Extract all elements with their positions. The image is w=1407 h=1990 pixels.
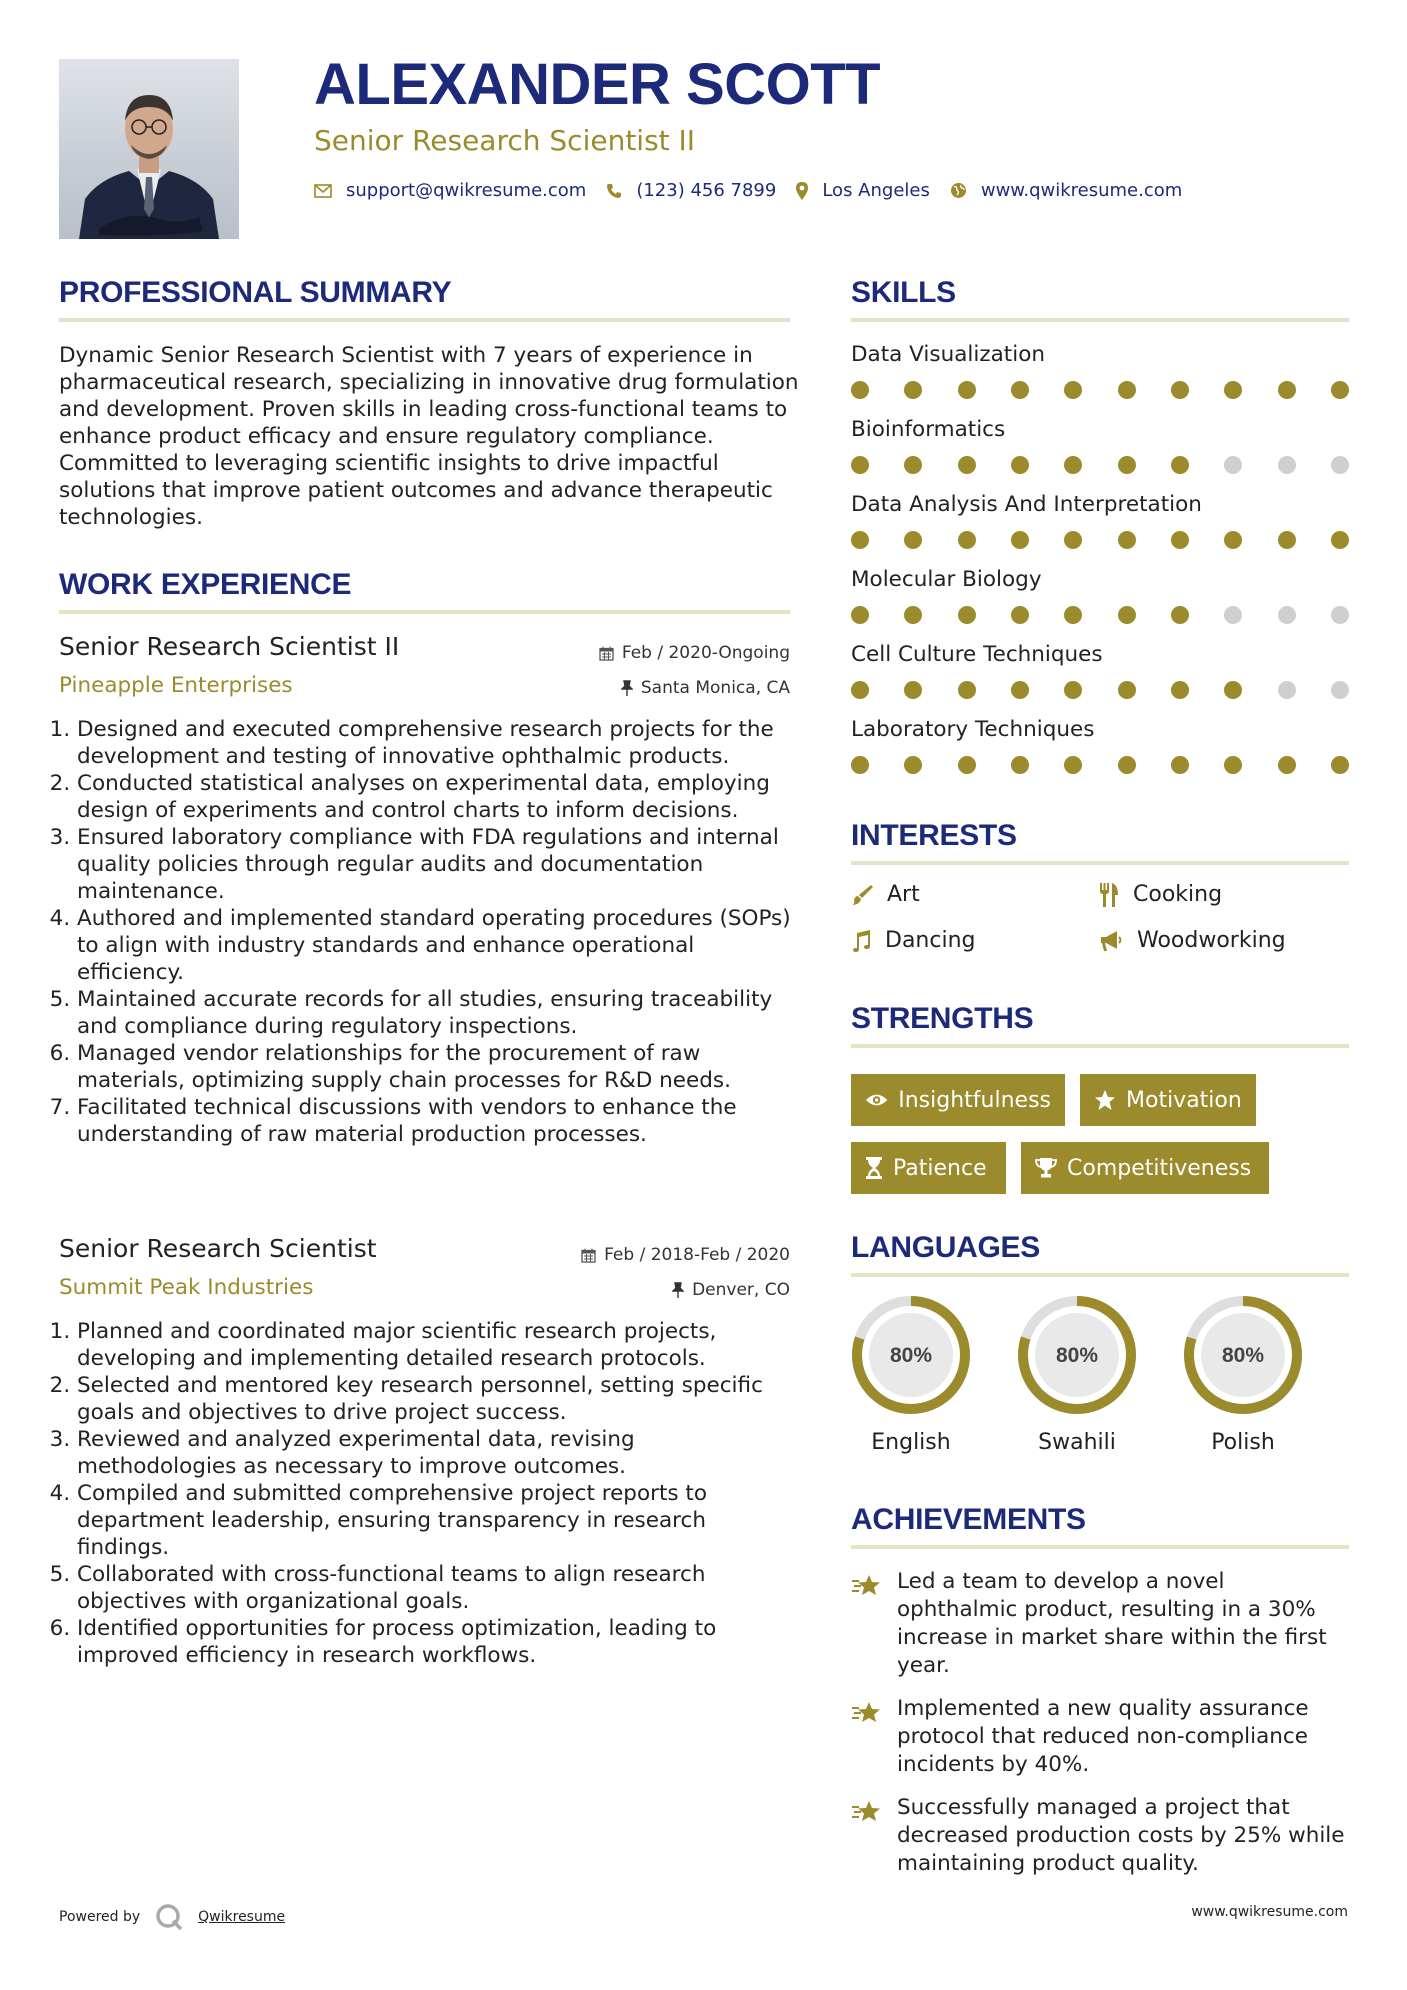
contact-email[interactable]: [314, 180, 586, 201]
skill-dot-filled: [1118, 606, 1136, 624]
job-location: [672, 1280, 790, 1300]
skill-dot-filled: [1064, 681, 1082, 699]
skill-dot-filled: [1118, 531, 1136, 549]
skill-dot-filled: [1118, 381, 1136, 399]
skills-divider: [851, 318, 1349, 322]
language-percent: 80%: [1221, 1344, 1265, 1367]
skill-dot-filled: [1171, 756, 1189, 774]
job-company: Pineapple Enterprises: [59, 673, 293, 698]
skill-dot-filled: [1064, 531, 1082, 549]
pushpin-icon: [621, 680, 633, 696]
map-pin-icon: [796, 182, 808, 200]
skill-dot-empty: [1224, 606, 1242, 624]
language-ring: [1181, 1293, 1305, 1417]
skill-dot-filled: [958, 531, 976, 549]
contact-phone[interactable]: [606, 180, 776, 201]
skill-name: Cell Culture Techniques: [851, 642, 1103, 667]
strengths-heading: STRENGTHS: [851, 1002, 1034, 1035]
skill-dot-filled: [1224, 531, 1242, 549]
language-percent: 80%: [1055, 1344, 1099, 1367]
skill-dot-empty: [1278, 606, 1296, 624]
skill-dot-filled: [1011, 531, 1029, 549]
skill-dot-filled: [1171, 606, 1189, 624]
language-name: Swahili: [1038, 1430, 1116, 1455]
interest-woodworking: [1099, 928, 1286, 953]
strength-label: Motivation: [1126, 1087, 1242, 1113]
skill-dot-filled: [1224, 381, 1242, 399]
qwikresume-logo-icon: [154, 1902, 184, 1932]
skill-dot-filled: [851, 456, 869, 474]
contact-website[interactable]: [950, 180, 1182, 201]
skill-dot-filled: [1171, 456, 1189, 474]
strength-badge: [851, 1074, 1065, 1126]
interest-cooking: [1099, 882, 1222, 907]
phone-icon: [606, 183, 622, 199]
strength-label: Competitiveness: [1067, 1155, 1252, 1181]
achievements-divider: [851, 1545, 1349, 1549]
skill-dot-filled: [1224, 681, 1242, 699]
skill-dot-filled: [1064, 606, 1082, 624]
skill-dot-filled: [958, 606, 976, 624]
candidate-name: ALEXANDER SCOTT: [314, 52, 881, 117]
language-ring: [1015, 1293, 1139, 1417]
skill-dot-filled: [904, 681, 922, 699]
achievement-item: [851, 1695, 1351, 1779]
interest-label: Woodworking: [1137, 928, 1286, 953]
duty-item: 3. Ensured laboratory compliance with FDA regulations and internal quality policies through regular audits and documentation maintenance.: [77, 824, 799, 905]
skill-dot-filled: [958, 456, 976, 474]
duty-item: 2. Conducted statistical analyses on experimental data, employing design of experiments and control charts to inform decisions.: [77, 770, 799, 824]
strength-badge: [1080, 1074, 1256, 1126]
skill-dot-filled: [1064, 381, 1082, 399]
globe-icon: [950, 182, 967, 199]
skill-dot-filled: [904, 756, 922, 774]
strengths-divider: [851, 1044, 1349, 1048]
skill-name: Data Visualization: [851, 342, 1045, 367]
job-location: [621, 678, 790, 698]
language-name: Polish: [1211, 1430, 1275, 1455]
skill-dot-filled: [904, 456, 922, 474]
skill-rating: [851, 456, 1349, 476]
strength-label: Patience: [893, 1155, 987, 1181]
contact-bar: [314, 180, 1202, 201]
qwikresume-link[interactable]: Qwikresume: [198, 1909, 286, 1925]
calendar-icon: [599, 646, 614, 661]
skill-dot-empty: [1331, 681, 1349, 699]
skill-dot-filled: [958, 681, 976, 699]
strength-label: Insightfulness: [898, 1087, 1051, 1113]
skill-rating: [851, 681, 1349, 701]
skill-dot-filled: [1171, 381, 1189, 399]
interests-divider: [851, 861, 1349, 865]
shooting-star-icon: [851, 1572, 883, 1600]
summary-heading: PROFESSIONAL SUMMARY: [59, 276, 452, 309]
shooting-star-icon: [851, 1699, 883, 1727]
skill-dot-filled: [1011, 606, 1029, 624]
strength-badge: [1021, 1142, 1269, 1194]
phone-text: (123) 456 7899: [636, 180, 777, 201]
skill-dot-empty: [1224, 456, 1242, 474]
job-location-text: Denver, CO: [692, 1280, 790, 1300]
skill-dot-empty: [1278, 681, 1296, 699]
location-text: Los Angeles: [822, 180, 930, 201]
footer-powered-by: [59, 1902, 285, 1932]
skill-dot-filled: [1278, 531, 1296, 549]
duty-item: 5. Collaborated with cross-functional teams to align research objectives with organizational goals.: [77, 1561, 799, 1615]
skill-name: Bioinformatics: [851, 417, 1006, 442]
languages-heading: LANGUAGES: [851, 1231, 1040, 1264]
achievement-text: Successfully managed a project that decreased production costs by 25% while maintaining product quality.: [897, 1795, 1345, 1876]
interest-art: [851, 882, 920, 907]
job-dates-text: Feb / 2018-Feb / 2020: [604, 1245, 790, 1265]
person-portrait-icon: [59, 59, 239, 239]
strength-badge: [851, 1142, 1006, 1194]
envelope-icon: [314, 184, 332, 198]
job-company: Summit Peak Industries: [59, 1275, 314, 1300]
footer-website[interactable]: www.qwikresume.com: [1191, 1904, 1348, 1920]
skill-dot-filled: [851, 531, 869, 549]
job-title: Senior Research Scientist II: [59, 632, 400, 661]
interest-label: Dancing: [885, 928, 976, 953]
skill-dot-filled: [1278, 756, 1296, 774]
skill-dot-filled: [1064, 456, 1082, 474]
skill-name: Laboratory Techniques: [851, 717, 1095, 742]
powered-by-label: Powered by: [59, 1909, 141, 1925]
skill-dot-filled: [1171, 681, 1189, 699]
skill-dot-filled: [1331, 381, 1349, 399]
duty-item: 5. Maintained accurate records for all studies, ensuring traceability and compliance during regulatory inspections.: [77, 986, 799, 1040]
duty-item: 6. Managed vendor relationships for the procurement of raw materials, optimizing supply chain processes for R&D needs.: [77, 1040, 799, 1094]
email-text: support@qwikresume.com: [346, 180, 587, 201]
hourglass-icon: [865, 1157, 883, 1179]
skill-name: Data Analysis And Interpretation: [851, 492, 1202, 517]
pushpin-icon: [672, 1282, 684, 1298]
duty-item: 4. Compiled and submitted comprehensive project reports to department leadership, ensuring transparency in research findings.: [77, 1480, 799, 1561]
skill-dot-empty: [1331, 606, 1349, 624]
calendar-icon: [581, 1248, 596, 1263]
skill-dot-filled: [1011, 681, 1029, 699]
skill-dot-filled: [904, 606, 922, 624]
skill-rating: [851, 756, 1349, 776]
skill-dot-filled: [1171, 531, 1189, 549]
skill-dot-filled: [1118, 681, 1136, 699]
duty-item: 6. Identified opportunities for process optimization, leading to improved efficiency in research workflows.: [77, 1615, 799, 1669]
profile-photo: [59, 59, 239, 239]
job-title: Senior Research Scientist: [59, 1234, 377, 1263]
star-icon: [1094, 1089, 1116, 1111]
skill-dot-filled: [958, 756, 976, 774]
interests-heading: INTERESTS: [851, 819, 1017, 852]
summary-text: Dynamic Senior Research Scientist with 7 years of experience in pharmaceutical research, specializing in innovative drug formulation and development. Proven skills in leading cross-functional teams to enhance product efficacy and ensure regulatory compliance. Committed to leveraging scientific insights to drive impactful solutions that improve patient outcomes and advance therapeutic technologies.: [59, 343, 799, 530]
achievement-text: Led a team to develop a novel ophthalmic product, resulting in a 30% increase in market share within the first year.: [897, 1569, 1327, 1678]
languages-divider: [851, 1273, 1349, 1277]
trophy-icon: [1035, 1157, 1057, 1179]
skill-dot-filled: [904, 531, 922, 549]
duty-item: 7. Facilitated technical discussions with vendors to enhance the understanding of raw material production processes.: [77, 1094, 799, 1148]
duty-item: 4. Authored and implemented standard operating procedures (SOPs) to align with industry standards and enhance operational efficiency.: [77, 905, 799, 986]
job-duties-list: [59, 1318, 799, 1669]
skill-dot-filled: [1224, 756, 1242, 774]
skill-rating: [851, 381, 1349, 401]
job-duties-list: [59, 716, 799, 1148]
job-dates: [581, 1245, 790, 1265]
interest-dancing: [851, 928, 975, 953]
skill-dot-filled: [1118, 756, 1136, 774]
skill-dot-filled: [958, 381, 976, 399]
skills-heading: SKILLS: [851, 276, 956, 309]
duty-item: 1. Designed and executed comprehensive research projects for the development and testing of innovative ophthalmic products.: [77, 716, 799, 770]
candidate-role: Senior Research Scientist II: [314, 124, 696, 157]
language-name: English: [871, 1430, 951, 1455]
skill-dot-empty: [1278, 456, 1296, 474]
experience-divider: [59, 610, 790, 614]
skill-dot-filled: [851, 606, 869, 624]
skill-dot-filled: [1331, 756, 1349, 774]
music-note-icon: [851, 930, 871, 952]
experience-heading: WORK EXPERIENCE: [59, 568, 352, 601]
paintbrush-icon: [851, 884, 873, 906]
contact-location: [796, 180, 930, 201]
language-percent: 80%: [889, 1344, 933, 1367]
achievements-heading: ACHIEVEMENTS: [851, 1503, 1086, 1536]
language-ring: [849, 1293, 973, 1417]
skill-dot-filled: [1331, 531, 1349, 549]
eye-icon: [865, 1092, 888, 1108]
megaphone-icon: [1099, 930, 1123, 952]
shooting-star-icon: [851, 1798, 883, 1826]
skill-rating: [851, 606, 1349, 626]
skill-dot-filled: [1011, 381, 1029, 399]
skill-rating: [851, 531, 1349, 551]
skill-dot-filled: [1278, 381, 1296, 399]
duty-item: 1. Planned and coordinated major scientific research projects, developing and implementing detailed research protocols.: [77, 1318, 799, 1372]
skill-dot-filled: [1011, 456, 1029, 474]
achievement-item: [851, 1568, 1351, 1680]
website-text: www.qwikresume.com: [980, 180, 1183, 201]
duty-item: 3. Reviewed and analyzed experimental data, revising methodologies as necessary to improve outcomes.: [77, 1426, 799, 1480]
skill-dot-filled: [851, 756, 869, 774]
job-location-text: Santa Monica, CA: [640, 678, 790, 698]
achievement-item: [851, 1794, 1351, 1878]
skill-dot-filled: [904, 381, 922, 399]
interest-label: Art: [887, 882, 920, 907]
utensils-icon: [1099, 883, 1119, 907]
interest-label: Cooking: [1133, 882, 1223, 907]
skill-name: Molecular Biology: [851, 567, 1042, 592]
skill-dot-filled: [851, 381, 869, 399]
skill-dot-filled: [1064, 756, 1082, 774]
job-dates-text: Feb / 2020-Ongoing: [621, 643, 790, 663]
skill-dot-filled: [851, 681, 869, 699]
achievement-text: Implemented a new quality assurance protocol that reduced non-compliance incidents by 40%.: [897, 1696, 1309, 1777]
duty-item: 2. Selected and mentored key research personnel, setting specific goals and objectives to drive project success.: [77, 1372, 799, 1426]
summary-divider: [59, 318, 790, 322]
skill-dot-empty: [1331, 456, 1349, 474]
skill-dot-filled: [1118, 456, 1136, 474]
job-dates: [599, 643, 790, 663]
skill-dot-filled: [1011, 756, 1029, 774]
